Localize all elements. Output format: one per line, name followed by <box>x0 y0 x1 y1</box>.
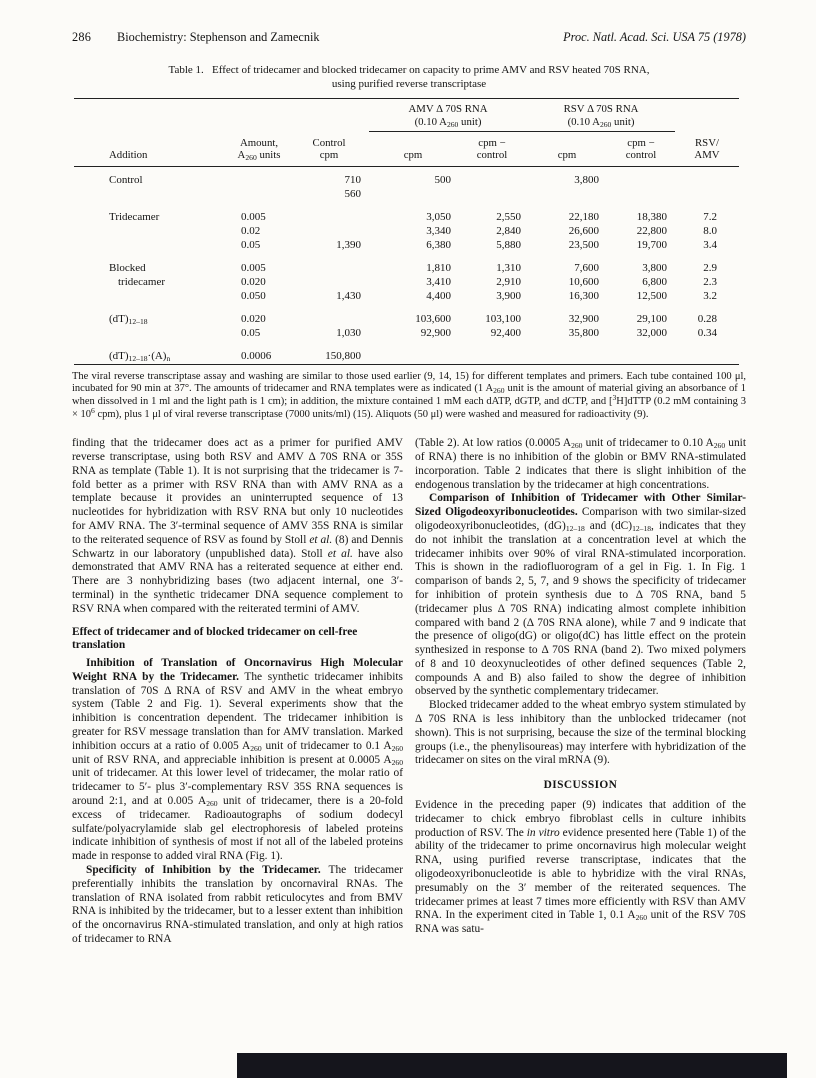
table-cell: 7.2 <box>703 210 717 223</box>
table-cell: 0.05 <box>241 239 261 252</box>
table-cell-empty <box>74 99 369 132</box>
column-header-amv-cpm: cpm <box>369 131 457 166</box>
column-left <box>72 437 403 947</box>
column-right <box>415 437 746 947</box>
table-cell: 22,180 <box>568 210 599 223</box>
table-row <box>74 276 739 290</box>
table-cell: 7,600 <box>574 261 599 274</box>
table-row <box>74 290 739 304</box>
table-cell: 0.28 <box>697 312 717 325</box>
table-cell: 710 <box>344 173 361 186</box>
column-header-rsv-cpm-minus-control: cpm − control <box>607 131 675 166</box>
table-cell: 92,900 <box>420 327 451 340</box>
paragraph: Blocked tridecamer added to the wheat embryo system stimulated by Δ 70S RNA is less inhibitory than the unblocked tridecamer (not shown). This is not surprising, because the size of the terminal blocking groups (i.e., the phenylisoureas) may interfere with hybridization of the tridecamer on sites on the viral mRNA (9). <box>415 699 746 767</box>
table-cell: tridecamer <box>118 276 166 288</box>
table-cell <box>289 304 369 327</box>
table-group-header-row <box>74 99 739 132</box>
table-1 <box>74 98 739 365</box>
table-cell: 0.050 <box>241 290 266 303</box>
table-cell: Blocked <box>109 261 146 274</box>
table-cell: 1,310 <box>496 261 521 274</box>
table-cell: 23,500 <box>568 239 599 252</box>
table-row <box>74 187 739 201</box>
body-text <box>72 437 746 947</box>
table-row <box>74 253 739 276</box>
table-cell: 4,400 <box>426 290 451 303</box>
running-header <box>72 30 746 45</box>
table-cell: 3,800 <box>574 173 599 186</box>
table-cell: 150,800 <box>325 349 361 362</box>
table-cell: 103,100 <box>485 312 521 325</box>
table-cell: 0.005 <box>241 210 266 223</box>
paragraph: Inhibition of Translation of Oncornavirus High Molecular Weight RNA by the Tridecamer. The synthetic tridecamer inhibits translation of 70S Δ RNA of RSV and AMV in the wheat embryo system (Table 2 and Fig. 1). Several experiments show that the inhibition is concentration dependent. The tridecamer inhibition is greater for RSV message translation than for AMV translation. Marked inhibition occurs at a ratio of 0.005 $A_{260}$ unit of tridecamer to 0.1 $A_{260}$ unit of RSV RNA, and appreciable inhibition is present at 0.0005 $A_{260}$ unit of tridecamer. At this lower level of tridecamer, the molar ratio of tridecamer to 5′- plus 3′-complementary RSV 35S RNA sequences is around 2:1, and at 0.005 $A_{260}$ unit of tridecamer, there is a 20-fold excess of tridecamer. Radioautographs of sodium dodecyl sulfate/polyacrylamide slab gel electrophoresis of labeled proteins indicate inhibition of synthesis of most if not all of the labeled proteins made in response to added viral RNA (Fig. 1). <box>72 657 404 863</box>
table-cell: 3,050 <box>426 210 451 223</box>
table-cell: 8.0 <box>703 224 717 237</box>
table-cell <box>369 341 457 364</box>
table-cell <box>289 202 369 225</box>
table-cell: 32,000 <box>636 327 667 340</box>
table-cell <box>675 341 739 364</box>
paragraph: (Table 2). At low ratios (0.0005 $A_{260}$ unit of tridecamer to 0.10 $A_{260}$ unit of RNA) there is no inhibition of the globin or BMV RNA-stimulated incorporation. Table 2 indicates that there is slight inhibition of the endogenous translation by the tridecamer at high concentrations. <box>415 437 746 491</box>
table-cell: 3.2 <box>703 290 717 303</box>
paragraph: Specificity of Inhibition by the Tridecamer. The tridecamer preferentially inhibits the translation by oncornaviral RNAs. The translation of RNA isolated from rabbit reticulocytes and from BMV RNA is inhibited by the tridecamer, but to a lesser extent than inhibition of the oncornavirus RNA-stimulated translation, and only at high ratios of tridecamer to RNA <box>72 864 403 946</box>
column-header-amv-cpm-minus-control: cpm − control <box>457 131 527 166</box>
table-cell: 2,840 <box>496 224 521 237</box>
table-cell: $(dT)_{12-18}$ <box>109 312 148 326</box>
table-cell: 3,800 <box>642 261 667 274</box>
table-row <box>74 341 739 364</box>
column-header-addition: Addition <box>74 131 229 166</box>
table-cell: 0.0006 <box>241 349 272 362</box>
table-cell: $(dT)_{12-18}\cdot(A)_n$ <box>109 349 171 363</box>
table-cell <box>607 166 675 187</box>
table-row <box>74 166 739 187</box>
table-cell: 35,800 <box>568 327 599 340</box>
table-cell: 0.02 <box>241 224 261 237</box>
table-cell: 16,300 <box>568 290 599 303</box>
column-header-rsv-cpm: cpm <box>527 131 607 166</box>
paragraph: Comparison of Inhibition of Tridecamer with Other Similar-Sized Oligodeoxyribonucleotides. Comparison with two similar-sized oligodeoxyribonucleotides, $(dG)_{12-18}$ and $(dC)_{12-18}$, indicates that they do not inhibit the translation at a concentration level at which the tridecamer inhibits over 90% of viral RNA-stimulated incorporation. This is shown in the radiofluorogram of a gel in Fig. 1. In Fig. 1 comparison of bands 2, 5, 7, and 9 shows the specificity of tridecamer for inhibition of protein synthesis due to Δ 70S RNA, band 5 (tridecamer plus Δ 70S RNA) indicating almost complete inhibition compared with band 2 (Δ 70S RNA alone), while 7 and 9 indicate that the presence of oligo(dG) or oligo(dC) has little effect on the protein synthesized in response to Δ 70S RNA (band 2). Two mixed polymers of 8 and 10 deoxynucleotides of other defined sequences (Table 2, compounds A and B) also failed to show the degree of inhibition observed by the synthetic complementary tridecamer. <box>415 492 746 698</box>
scan-artifact-bar <box>237 1053 787 1078</box>
table-cell: 26,600 <box>568 224 599 237</box>
table-column-header-row <box>74 131 739 166</box>
table-cell: 0.34 <box>697 327 717 340</box>
table-cell: 92,400 <box>490 327 521 340</box>
table-cell: 1,390 <box>336 239 361 252</box>
table-cell: 1,030 <box>336 327 361 340</box>
table-cell <box>527 341 607 364</box>
table-cell: 19,700 <box>636 239 667 252</box>
paragraph: Evidence in the preceding paper (9) indicates that addition of the tridecamer to chick embryo fibroblast cells in culture inhibits production of RSV. The in vitro evidence presented here (Table 1) of the ability of the tridecamer to prime oncornavirus high molecular weight RNA, using purified reverse transcriptase, indicates that the oligodeoxyribonucleotide is able to hybridize with the viral RNAs, presumably on the 3′ member of the reiterated sequences. The tridecamer primes at least 7 times more efficiently with RSV than AMV RNA. In the experiment cited in Table 1, 0.1 $A_{260}$ unit of the RSV 70S RNA was satu- <box>415 799 747 936</box>
table-cell: 22,800 <box>636 224 667 237</box>
table-cell <box>229 166 289 187</box>
table-cell: 12,500 <box>636 290 667 303</box>
table-cell <box>457 166 527 187</box>
table-caption: Table 1. Effect of tridecamer and blocked tridecamer on capacity to prime AMV and RSV heated 70S RNA, using purified reverse transcriptase <box>168 64 650 90</box>
table-cell <box>675 166 739 187</box>
table-cell: 5,880 <box>496 239 521 252</box>
table-cell: 1,430 <box>336 290 361 303</box>
table-cell <box>675 187 739 201</box>
table-cell: 29,100 <box>636 312 667 325</box>
table-cell: 2,910 <box>496 276 521 288</box>
table-cell <box>74 327 229 341</box>
table-row <box>74 304 739 327</box>
table-cell <box>289 253 369 276</box>
run-in-heading: Comparison of Inhibition of Tridecamer with Other Similar-Sized Oligodeoxyribonucleotides. <box>415 492 746 519</box>
running-head-title: Biochemistry: Stephenson and Zamecnik <box>117 30 320 44</box>
table-cell: Control <box>109 173 143 186</box>
table-cell: 6,380 <box>426 239 451 252</box>
discussion-heading: DISCUSSION <box>543 779 618 792</box>
table-cell <box>527 187 607 201</box>
table-cell: 500 <box>434 173 451 186</box>
table-cell: 6,800 <box>642 276 667 288</box>
table-row <box>74 224 739 238</box>
table-body <box>74 166 739 364</box>
table-cell: 0.020 <box>241 276 266 288</box>
table-cell <box>289 276 369 290</box>
table-cell: 2.9 <box>703 261 717 274</box>
group-header-amv: AMV Δ 70S RNA (0.10 $A_{260}$ unit) <box>369 99 527 132</box>
table-cell: 0.05 <box>241 327 261 340</box>
table-cell: 0.020 <box>241 312 266 325</box>
page-number: 286 <box>72 30 92 44</box>
table-cell: Tridecamer <box>109 210 160 223</box>
table-cell: 2,550 <box>496 210 521 223</box>
table-cell <box>369 187 457 201</box>
column-header-rsv-amv-ratio: RSV/ AMV <box>675 131 739 166</box>
table-cell-empty <box>675 99 739 132</box>
table-cell <box>607 187 675 201</box>
table-cell <box>74 224 229 238</box>
table-cell: 10,600 <box>568 276 599 288</box>
paragraph: finding that the tridecamer does act as a primer for purified AMV reverse transcriptase, using both RSV and AMV Δ 70S RNA or 35S RNA as template (Table 1). It is not surprising that the tridecamer is 7-fold better as a primer with RSV RNA than with AMV RNA as a template because it provides an uninterrupted sequence of 13 nucleotides for hybridization with RSV RNA but only 10 nucleotides for AMV RNA. The 3′-terminal sequence of AMV 35S RNA is similar to the reiterated sequence of RSV as found by Stoll et al. (8) and Dennis Schwartz in our laboratory (unpublished data). Stoll et al. have also demonstrated that AMV RNA has a reiterated sequence at either end. There are 3 nonhybridizing bases (two adjacent internal, one 3′-terminal) in the synthetic tridecamer DNA sequence complement to RSV RNA when compared with the reiterated termini of AMV. <box>72 437 403 615</box>
table-cell <box>607 341 675 364</box>
table-cell <box>74 290 229 304</box>
table-cell: 3,340 <box>426 224 451 237</box>
table-cell: 560 <box>344 187 361 200</box>
table-cell <box>457 341 527 364</box>
table-cell: 0.005 <box>241 261 266 274</box>
journal-citation: Proc. Natl. Acad. Sci. USA 75 (1978) <box>563 30 746 44</box>
table-cell: 2.3 <box>703 276 717 288</box>
run-in-heading: Specificity of Inhibition by the Tridecamer. <box>86 864 321 877</box>
table-row <box>74 239 739 253</box>
table-cell <box>74 187 229 201</box>
table-row <box>74 327 739 341</box>
table-cell: 3.4 <box>703 239 717 252</box>
table-footnote: The viral reverse transcriptase assay and washing are similar to those used earlier (9, 14, 15) for different templates and primers. Each tube contained 100 μl, incubated for 90 min at 37°. The amounts of tridecamer and RNA templates were as indicated (1 $A_{260}$ unit is the amount of material giving an absorbance of 1 when dissolved in 1 ml and the light path is 1 cm); in addition, the mixture contained 1 mM each dATP, dGTP, and dCTP, and [$^3$H]dTTP (0.2 mM containing $3 \times 10^6$ cpm), plus 1 μl of viral reverse transcriptase (7000 units/ml) (15). Aliquots (50 μl) were washed and measured for radioactivity (9). <box>72 370 746 421</box>
table-cell <box>289 224 369 238</box>
table-cell: 18,380 <box>636 210 667 223</box>
table-cell: 103,600 <box>415 312 451 325</box>
table-cell: 32,900 <box>568 312 599 325</box>
run-in-heading: Inhibition of Translation of Oncornavirus High Molecular Weight RNA by the Tridecamer. <box>72 657 403 683</box>
table-cell <box>229 187 289 201</box>
column-header-control-cpm: Control cpm <box>289 131 369 166</box>
section-heading: Effect of tridecamer and of blocked tridecamer on cell-free translation <box>72 625 358 652</box>
table-cell <box>74 239 229 253</box>
table-cell <box>457 187 527 201</box>
column-header-amount: Amount, $A_{260}$ units <box>229 131 289 166</box>
table-cell: 3,900 <box>496 290 521 303</box>
table-cell: 1,810 <box>426 261 451 274</box>
table-row <box>74 202 739 225</box>
group-header-rsv: RSV Δ 70S RNA (0.10 $A_{260}$ unit) <box>527 99 675 132</box>
table-cell: 3,410 <box>426 276 451 288</box>
